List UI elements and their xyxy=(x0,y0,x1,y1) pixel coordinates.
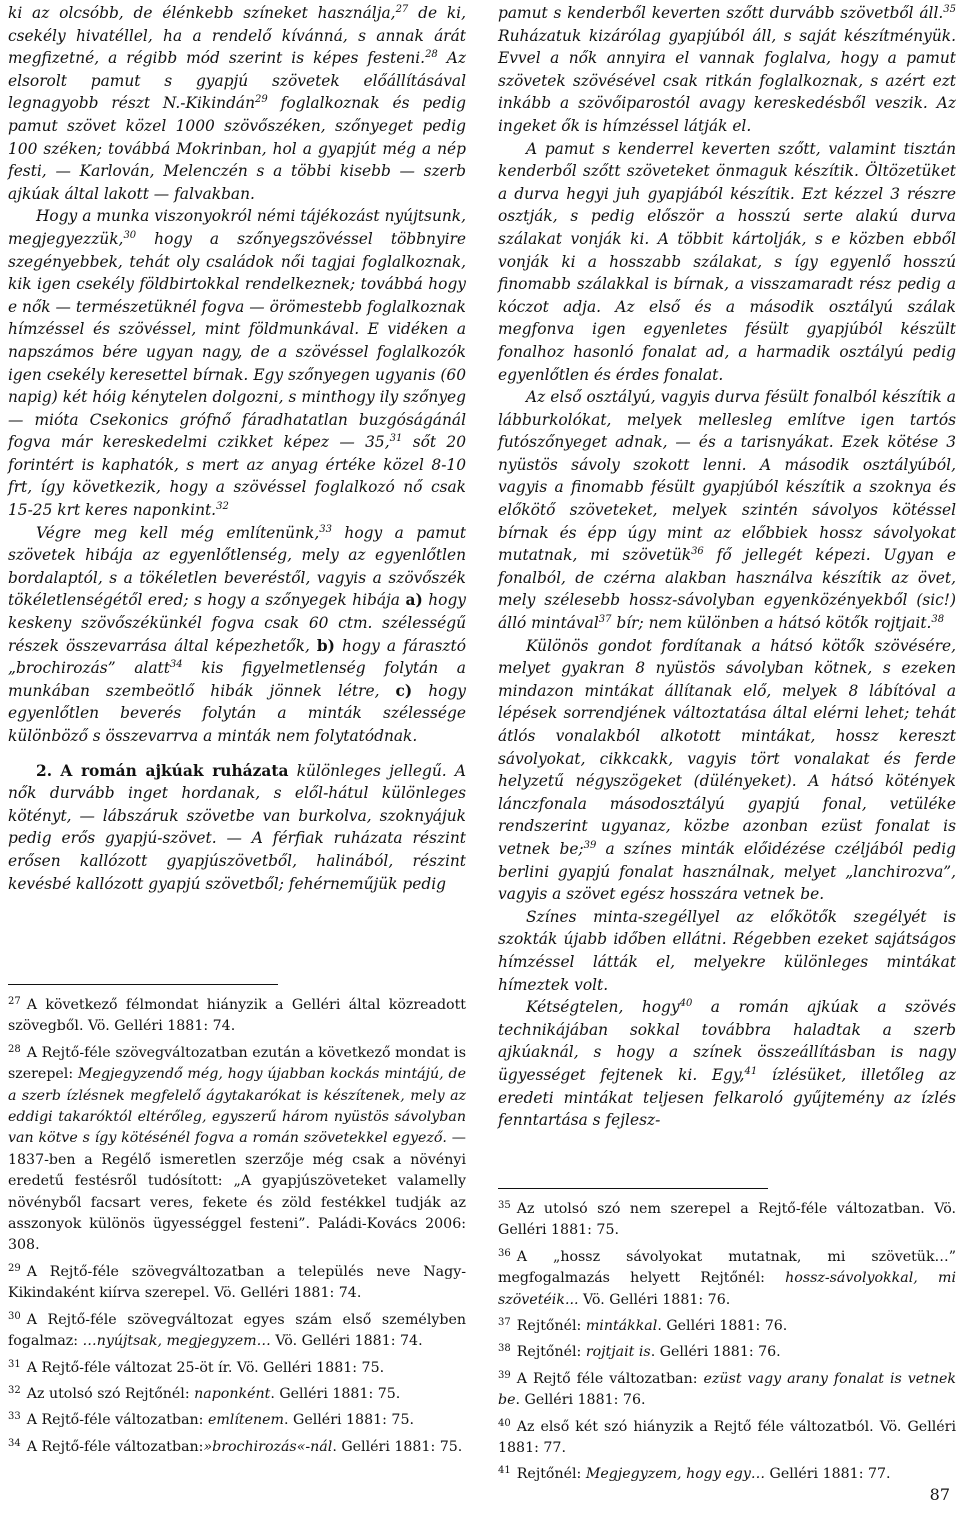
footnote-text: A Rejtő-féle változatban: xyxy=(26,1438,204,1455)
footnote-text: A következő félmondat hiányzik a Gelléri által közreadott szövegből. Vö. Gelléri 1881: 74. xyxy=(8,997,466,1035)
footnote-number: 38 xyxy=(498,1343,511,1355)
footnote-divider xyxy=(8,984,278,985)
text-span: Az elsorolt pamut s gyapjú szövetek előállításával legnagyobb részt N.-Kikindán xyxy=(8,49,466,113)
text-span: ízlésüket, illetőleg az eredeti mintákat teljesen felkaroló gyűjtemény az ízlés fenntartása s fejlesz- xyxy=(498,1065,956,1130)
footnote-number: 40 xyxy=(498,1417,511,1429)
text-span: Végre meg kell még említenünk, xyxy=(36,523,320,542)
footnote-text: Vö. Gelléri 1881: 74. xyxy=(270,1333,423,1350)
footnote-text: . Gelléri 1881: 76. xyxy=(657,1318,788,1335)
footnote-text: A Rejtő-féle szövegváltozatban a település neve Nagy-Kikindaként kiírva szerepel. Vö. Gelléri 1881: 74. xyxy=(8,1263,466,1302)
footnote-text: — 1837-ben a Regélő ismeretlen szerzője még csak a növényi eredetű festésről tudósított: „A gyapjúszöveteket valamelly növényből facsart veres, fekete és zöld festékkel tudják az asszonyok különös ügyességgel festeni”. Paládi-Kovács 2006: 308. xyxy=(8,1130,466,1254)
paragraph xyxy=(498,996,956,1132)
text-span: Az első osztályú, vagyis durva fésült fonalból készítik a lábburkolókat, melyek mellesleg említve igen tartós futószőnyeget adnak, — és a tarisnyákat. Ezek kötése 3 nyüstös sávoly szokott lenni. A második osztályúból, vagyis a finomabb fésült gyapjúból készítik a szoknya és előkötő szöveteket, melyek szintén sávolyos kötéssel bírnak és épp úgy mint az előbbiek hossz sávolyokat mutatnak, mi szövetük xyxy=(498,388,956,565)
footnote-ref[interactable]: 35 xyxy=(943,4,956,15)
text-span: Színes minta-szegéllyel az előkötők szegélyét is szokták újabb időben ellátni. Régebben ezeket sajátságos hímzéssel látták el, melyekre különleges mintákat hímeztek volt. xyxy=(498,907,956,994)
paragraph xyxy=(498,2,956,138)
footnote-number: 33 xyxy=(8,1411,21,1423)
footnote xyxy=(8,991,466,1038)
footnote-text: Az első két szó hiányzik a Rejtő féle változatból. Vö. Gelléri 1881: 77. xyxy=(498,1418,956,1457)
footnote-text: . Gelléri 1881: 75. xyxy=(283,1412,414,1429)
footnote xyxy=(498,1365,956,1412)
footnote-divider xyxy=(498,1188,768,1189)
footnote xyxy=(8,1039,466,1257)
footnote-text: »brochirozás«-nál xyxy=(203,1438,333,1455)
footnote-ref[interactable]: 30 xyxy=(123,229,137,241)
footnote-text: ezüst vagy arany fonalat is vetnek be xyxy=(498,1370,956,1409)
footnote-text: A Rejtő-féle változatban: xyxy=(26,1412,208,1429)
right-footnotes xyxy=(498,1188,956,1487)
footnote-text: mintákkal xyxy=(585,1318,658,1335)
text-span: foglalkoznak és pedig pamut szövet közel 1000 szövőszéken, szőnyeget pedig 100 széken; továbbá Mokrinban, hol a gyapjút még a nép festi, — Karlován, Melenczén s a többi kisebb — szerb ajkúak által lakott — falvakban. xyxy=(8,94,466,203)
footnote xyxy=(8,1380,466,1405)
footnote-text: . Gelléri 1881: 75. xyxy=(270,1385,401,1402)
text-span: a színes minták előidézése czéljából pedig berlini gyapjú fonalat használnak, melyet „lanchirozva”, vagyis a szövet egész hosszára vetnek be. xyxy=(498,839,956,904)
text-span: pamut s kenderből keverten szőtt durvább szövetből áll. xyxy=(498,4,944,22)
list-marker: a) xyxy=(405,591,423,610)
text-span: hogy a pamut szövetek hibája az egyenlőtlenség, mely az egyenlőtlen bordalaptól, s a tökéletlen beveréstől, vagyis a szövőszék tökéletlenségétől ered; s hogy a szőnyegek hibája xyxy=(8,523,466,610)
footnote xyxy=(498,1338,956,1363)
footnote-list xyxy=(8,991,466,1458)
footnote-text: Rejtőnél: xyxy=(516,1466,586,1483)
footnote-ref[interactable]: 37 xyxy=(598,614,612,626)
footnote-text: Rejtőnél: xyxy=(516,1344,586,1361)
footnote-text: Az utolsó szó nem szerepel a Rejtő-féle változatban. Vö. Gelléri 1881: 75. xyxy=(498,1201,956,1239)
footnote-text: . Gelléri 1881: 76. xyxy=(650,1344,781,1361)
footnote-number: 37 xyxy=(498,1317,511,1329)
footnote xyxy=(8,1258,466,1305)
footnote xyxy=(498,1243,956,1311)
left-column xyxy=(8,2,466,895)
footnote-text: Rejtőnél: xyxy=(516,1318,586,1335)
paragraph xyxy=(498,386,956,635)
text-span: Hogy a munka viszonyokról némi tájékozást nyújtsunk, megjegyezzük, xyxy=(8,207,466,248)
footnote xyxy=(8,1406,466,1431)
text-span: Ruházatuk kizárólag gyapjúból áll, s saját készítményük. Evvel a nők annyira el vannak foglalva, hogy a pamut szövetek szövésével csak ritkán foglalkoznak, s azért ezt inkább a szövőiparostól avagy kereskedésből veszik. Az ingeket ők is hímzéssel látják el. xyxy=(498,26,956,135)
left-body-text xyxy=(8,2,466,895)
footnote-ref[interactable]: 36 xyxy=(691,546,704,558)
footnote-text: A Rejtő féle változatban: xyxy=(516,1370,704,1387)
text-span: a román ajkúak a szövés technikájában sokkal továbbra haladtak a szerb ajkúaknál, s hogy a színek összeállításban is nagy ügyességet fejtenek ki. Egy, xyxy=(498,998,957,1084)
footnote-ref[interactable]: 34 xyxy=(169,659,183,671)
footnote-text: rojtjait is xyxy=(585,1344,651,1361)
left-footnotes xyxy=(8,984,466,1459)
text-span: ki az olcsóbb, de élénkebb színeket használja, xyxy=(8,4,396,22)
text-span: fő jellegét képezi. Ugyan e fonalból, de czérna alakban használva készítik az övet, mely szélesebb hossz-sávolyban egyenközényekből (sic!) álló mintával xyxy=(498,546,956,633)
footnote-text: …nyújtsak, megjegyzem… xyxy=(82,1333,271,1350)
footnote xyxy=(8,1354,466,1379)
text-span: kis figyelmetlenség folytán a munkában szembeötlő hibák jönnek létre, xyxy=(8,659,466,700)
footnote-ref[interactable]: 31 xyxy=(389,433,403,445)
list-marker: b) xyxy=(316,636,335,655)
page-number: 87 xyxy=(929,1485,950,1504)
paragraph xyxy=(8,2,466,205)
paragraph xyxy=(498,635,956,906)
footnote-ref[interactable]: 28 xyxy=(425,49,438,61)
footnote-text: Vö. Gelléri 1881: 76. xyxy=(578,1291,731,1308)
footnote-number: 41 xyxy=(498,1465,511,1477)
right-body-text xyxy=(498,2,956,1132)
paragraph xyxy=(498,906,956,996)
footnote xyxy=(8,1433,466,1458)
paragraph xyxy=(8,522,466,748)
footnote xyxy=(498,1195,956,1242)
footnote-text: naponként xyxy=(194,1385,271,1402)
paragraph xyxy=(8,205,466,521)
footnote-text: Az utolsó szó Rejtőnél: xyxy=(26,1385,195,1402)
footnote-ref[interactable]: 41 xyxy=(744,1065,758,1077)
footnote-ref[interactable]: 40 xyxy=(679,998,693,1010)
footnote-text: Megjegyzendő még, hogy újabban kockás mintájú, de a szerb ízlésnek megfelelő ágytakarókat is készítenek, mely az eddigi takaróktól eltérőleg, egyszerű három nyüstös sávolyban van kötve s így kötésénél fogva a román szövetekkel egyező. xyxy=(8,1066,467,1147)
footnote-text: Gelléri 1881: 77. xyxy=(765,1466,891,1483)
text-span: A pamut s kenderrel keverten szőtt, valamint tisztán kenderből szőtt szöveteket önmaguk készítik. Öltözetüket a durva hegyi juh gyapjából készítik. Ezt kézzel 3 részre osztják, s pedig először a hosszú serte alakú durva szálakat vonják ki. A többit kártolják, s e közben ebből vonják ki a hosszabb szálakat, s így egyenlő hosszú finomabb szálakkal is bírnak, a visszamaradt rész pedig a kóczot adja. Az első és a második osztályú szálak megfonva igen egyenletes fésült gyapjúból készült fonalhoz hasonló fonalat ad, a harmadik osztályú pedig egyenlőtlen és érdes fonalat. xyxy=(498,139,956,384)
footnote-number: 34 xyxy=(8,1437,21,1449)
footnote-ref[interactable]: 29 xyxy=(255,94,268,106)
footnote-number: 28 xyxy=(8,1043,21,1055)
footnote-text: A Rejtő-féle változat 25-öt ír. Vö. Gelléri 1881: 75. xyxy=(26,1359,385,1376)
section-title: A román ajkúak ruházata xyxy=(60,761,289,780)
footnote-ref[interactable]: 32 xyxy=(216,501,229,513)
footnote-text: hossz-sávolyokkal, mi szövetéik... xyxy=(498,1270,956,1308)
text-span: Különös gondot fordítanak a hátsó kötők szövésére, melyet gyakran 8 nyüstös sávolyban kötnek, s ezeken mindazon mintákat állítanak elő, melyek 8 lábítóval a lépések sorrendjének változtatása által elérni lehet; tehát átlós vonalakból alkotott mintákat, hossz kereszt sávolyokat, cikkcakk, vagyis tört vonalakat és ferde helyzetű négyszögeket (dülényeket). A hátsó kötények lánczfonala másodosztályú gyapjú fonal, vetüléke rendszerint ugyanaz, közbe azonban ezüst fonalat is vetnek be; xyxy=(498,636,956,858)
footnote xyxy=(498,1460,956,1485)
footnote-number: 32 xyxy=(8,1384,21,1396)
footnote-ref[interactable]: 38 xyxy=(931,614,945,626)
section-paragraph xyxy=(8,760,466,896)
footnote-text: Megjegyzem, hogy egy… xyxy=(585,1466,766,1483)
right-column xyxy=(498,2,956,1132)
footnote-number: 39 xyxy=(498,1369,511,1381)
text-span: sőt 20 forintért is kaphatók, s mert az anyag értéke közel 8-10 frt, így következik, hogy a szövéssel foglalkozó nő csak 15-25 krt keres naponkint. xyxy=(8,433,467,520)
text-span: de ki, csekély hivatéllel, ha a rendelő kívánná, s annak árát megfizetné, a régibb mód szerint is képes festeni. xyxy=(8,4,466,68)
footnote-text: . Gelléri 1881: 75. xyxy=(332,1438,463,1455)
footnote-text: A Rejtő-féle szövegváltozatban ezután a következő mondat is szerepel: xyxy=(8,1044,466,1083)
footnote-ref[interactable]: 33 xyxy=(319,523,332,535)
text-span: hogy keskeny szövőszékünkél fogva csak 60 ctm. szélességű részek összevarrása által képezhetők, xyxy=(8,591,466,655)
footnote-number: 31 xyxy=(8,1358,21,1370)
footnote-text: A Rejtő-féle szövegváltozat egyes szám első személyben fogalmaz: xyxy=(8,1311,466,1350)
footnote-ref[interactable]: 27 xyxy=(395,4,409,15)
footnote-number: 27 xyxy=(8,996,21,1007)
text-span: hogy a szőnyegszövéssel többnyire szegényebbek, tehát oly családok női tagjai foglalkoznak, kik igen csekély földbirtokkal rendelkeznek; továbbá hogy e nők — természetüknél fogva — örömestebb foglalkoznak hímzéssel és szövéssel, mint földmunkával. E vidéken a napszámos bére ugyan nagy, de a szövéssel foglalkozók igen csekély keresettel bírnak. Egy szőnyegen ugyanis (60 napig) két hóig kénytelen dolgozni, s minthogy ily szőnyeg — mióta Csekonics grófnő fáradhatatlan buzgóságánál fogva már kereskedelmi czikket képez — 35, xyxy=(8,229,466,452)
text-span: hogy a fárasztó „brochirozás” alatt xyxy=(8,636,466,678)
footnote-ref[interactable]: 39 xyxy=(583,839,597,851)
text-span: Kétségtelen, hogy xyxy=(526,998,680,1017)
footnote xyxy=(498,1413,956,1460)
list-marker: c) xyxy=(395,681,413,700)
footnote-number: 36 xyxy=(498,1247,511,1259)
footnote-text: említenem xyxy=(207,1412,284,1429)
footnote xyxy=(8,1306,466,1353)
text-span: hogy egyenlőtlen beverés folytán a minták szélessége különböző s összevarrva a minták nem folytatódnak. xyxy=(8,681,466,745)
footnote-text: . Gelléri 1881: 76. xyxy=(515,1392,646,1409)
footnote xyxy=(498,1312,956,1337)
text-span: bír; nem különben a hátsó kötők rojtjait. xyxy=(611,614,932,633)
footnote-list xyxy=(498,1195,956,1486)
paragraph xyxy=(498,138,956,387)
text-span: különleges jellegű. A nők durvább inget hordanak, s elől-hátul különleges kötényt, — lábszáruk szövetbe van burkolva, szoknyájuk pedig erős gyapjú-szövet. — A férfiak ruházata részint erősen kallózott gyapjúszövetből, halinából, részint kevésbé kallózott gyapjú szövetből; fehérneműjük pedig xyxy=(8,761,466,893)
footnote-number: 29 xyxy=(8,1262,21,1274)
footnote-text: A „hossz sávolyokat mutatnak, mi szövetük…” megfogalmazás helyett Rejtőnél: xyxy=(498,1248,956,1287)
footnote-number: 30 xyxy=(8,1310,21,1322)
footnote-number: 35 xyxy=(498,1200,511,1211)
section-number: 2. xyxy=(36,761,53,780)
